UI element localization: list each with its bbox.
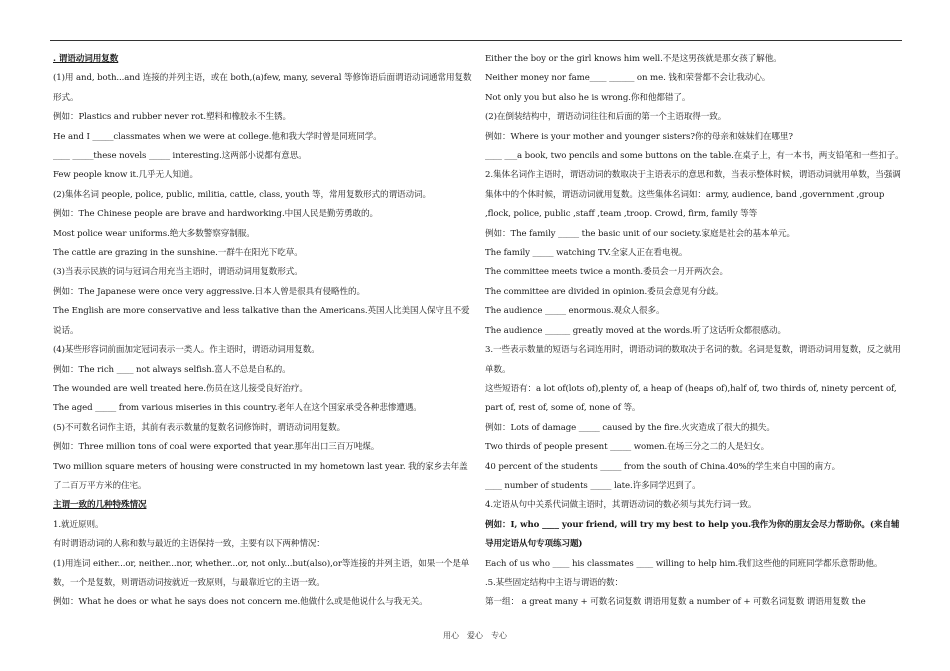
- paragraph: [485, 574, 905, 593]
- paragraph: [53, 166, 473, 185]
- paragraph-text: (5)不可数名词作主语，其前有表示数量的复数名词修饰时，谓语动词用复数。: [53, 422, 346, 433]
- paragraph-text: 有时谓语动词的人称和数与最近的主语保持一致，主要有以下两种情况：: [53, 539, 325, 550]
- paragraph: [485, 263, 905, 282]
- paragraph-text: 3.一些表示数量的短语与名词连用时，谓语动词的数取决于名词的数。名词是复数，谓语动词用复数，反之就用单数。: [485, 345, 901, 375]
- paragraph-text: 例如：The family _____ the basic unit of our society.家庭是社会的基本单元。: [485, 228, 795, 239]
- paragraph-text: (2)在倒装结构中，谓语动词往往和后面的第一个主语取得一致。: [485, 112, 727, 123]
- paragraph: [53, 147, 473, 166]
- paragraph: [485, 128, 905, 147]
- paragraph: [53, 244, 473, 263]
- paragraph: [485, 593, 905, 612]
- paragraph-text: 例如：Three million tons of coal were exported that year.那年出口三百万吨煤。: [53, 442, 380, 453]
- paragraph: [53, 555, 473, 594]
- paragraph-text: . 谓语动词用复数: [53, 54, 119, 64]
- paragraph-text: The audience _____ enormous.观众人很多。: [485, 306, 665, 317]
- paragraph-text: The committee meets twice a month.委员会一月开两次会。: [485, 267, 729, 278]
- paragraph: [485, 225, 905, 244]
- paragraph: [53, 283, 473, 302]
- paragraph: [53, 108, 473, 127]
- paragraph-text: .5.某些固定结构中主语与谓语的数：: [485, 577, 624, 588]
- paragraph-text: 40 percent of the students _____ from the south of China.40%的学生来自中国的南方。: [485, 461, 841, 472]
- paragraph-text: ____ ___a book, two pencils and some buttons on the table.在桌子上，有一本书，两支铅笔和一些扣子。: [485, 151, 904, 162]
- page-footer: 用心 爱心 专心: [443, 631, 507, 640]
- paragraph: [53, 516, 473, 535]
- paragraph-text: The family _____ watching TV.全家人正在看电视。: [485, 248, 688, 259]
- paragraph-text: ____ number of students _____ late.许多同学迟到了。: [485, 480, 701, 491]
- left-column: [53, 50, 473, 613]
- paragraph: [485, 438, 905, 457]
- paragraph: [53, 419, 473, 438]
- paragraph-text: The cattle are grazing in the sunshine.一群牛在阳光下吃草。: [53, 248, 303, 259]
- paragraph-text: Two million square meters of housing were constructed in my hometown last year. 我的家乡去年盖了二百万平方米的住宅。: [53, 461, 468, 491]
- paragraph-text: 主谓一致的几种特殊情况: [53, 500, 147, 511]
- paragraph-text: (3)当表示民族的词与冠词合用充当主语时，谓语动词用复数形式。: [53, 267, 303, 278]
- paragraph-text: Most police wear uniforms.绝大多数警察穿制服。: [53, 228, 255, 239]
- paragraph-text: 这些短语有：a lot of(lots of),plenty of, a heap of (heaps of),half of, two thirds of, ninety percent of, part of, rest of, some of, none of 等。: [485, 383, 897, 414]
- paragraph-text: 例如：I, who ____ your friend, will try my best to help you.我作为你的朋友会尽力帮助你。(来自辅导用定语从句专项练习题): [485, 519, 900, 550]
- paragraph: [53, 380, 473, 399]
- paragraph-text: 4.定语从句中关系代词做主语时，其谓语动词的数必须与其先行词一致。: [485, 500, 757, 511]
- paragraph-text: The committee are divided in opinion.委员会意见有分歧。: [485, 286, 724, 297]
- paragraph: [485, 69, 905, 88]
- header-rule: [50, 40, 902, 41]
- paragraph: [53, 535, 473, 554]
- paragraph-text: (2)集体名词 people, police, public, militia, cattle, class, youth 等，常用复数形式的谓语动词。: [53, 189, 431, 200]
- paragraph: [485, 341, 905, 380]
- paragraph: [485, 244, 905, 263]
- section-heading: [53, 50, 473, 69]
- paragraph: [485, 516, 905, 555]
- paragraph: [53, 341, 473, 360]
- paragraph: [485, 380, 905, 419]
- paragraph-text: Not only you but also he is wrong.你和他都错了。: [485, 92, 691, 103]
- paragraph-text: Two thirds of people present _____ women.在场三分之二的人是妇女。: [485, 442, 770, 453]
- paragraph-text: 例如：Lots of damage _____ caused by the fire.火灾造成了很大的损失。: [485, 422, 775, 433]
- paragraph-text: (1)用 and, both...and 连接的并列主语，或在 both,(a)few, many, several 等修饰语后面谓语动词通常用复数形式。: [53, 73, 472, 103]
- paragraph: [53, 399, 473, 418]
- paragraph-text: 2.集体名词作主语时，谓语动词的数取决于主语表示的意思和数，当表示整体时候，谓语动词就用单数，当强调集体中的个体时候，谓语动词就用复数。这些集体名词如：army, audience, band ,government ,group ,flock, police, public ,staff ,team ,troop. Crowd, firm, family 等等: [485, 170, 901, 220]
- paragraph: [485, 166, 905, 224]
- paragraph: [485, 283, 905, 302]
- right-column: [485, 50, 905, 613]
- paragraph: [53, 225, 473, 244]
- paragraph-text: Neither money nor fame____ ______ on me. 钱和荣誉都不会让我动心。: [485, 73, 771, 84]
- paragraph-text: Each of us who ____ his classmates ____ willing to help him.我们这些他的同班同学都乐意帮助他。: [485, 558, 883, 569]
- paragraph: [485, 555, 905, 574]
- paragraph: [53, 438, 473, 457]
- paragraph-text: The audience ______ greatly moved at the words.听了这话听众都很感动。: [485, 325, 786, 336]
- paragraph-text: Either the boy or the girl knows him well.不是这男孩就是那女孩了解他。: [485, 54, 782, 64]
- paragraph: [485, 477, 905, 496]
- paragraph-text: 例如：Plastics and rubber never rot.塑料和橡胶永不生锈。: [53, 112, 291, 123]
- paragraph: [485, 302, 905, 321]
- paragraph: [53, 458, 473, 497]
- paragraph-text: The English are more conservative and less talkative than the Americans.英国人比美国人保守且不爱说话。: [53, 306, 470, 336]
- paragraph: [485, 322, 905, 341]
- paragraph: [53, 302, 473, 341]
- paragraph-text: 第一组： a great many + 可数名词复数 谓语用复数 a number of + 可数名词复数 谓语用复数 the: [485, 597, 866, 608]
- paragraph: [53, 361, 473, 380]
- paragraph: [53, 593, 473, 612]
- paragraph: [485, 147, 905, 166]
- paragraph-text: (1)用连词 either...or, neither...nor, whether...or, not only...but(also),or等连接的并列主语，如果一个是单数，一个是复数，则谓语动词按就近一致原则，与最靠近它的主语一致。: [53, 558, 470, 588]
- paragraph-text: 例如：The Chinese people are brave and hardworking.中国人民是勤劳勇敢的。: [53, 209, 379, 220]
- paragraph: [53, 205, 473, 224]
- paragraph-text: 例如：The Japanese were once very aggressive.日本人曾是很具有侵略性的。: [53, 286, 366, 297]
- paragraph: [53, 69, 473, 108]
- paragraph: [485, 419, 905, 438]
- paragraph-text: 例如：Where is your mother and younger sisters?你的母亲和妹妹们在哪里?: [485, 131, 793, 142]
- paragraph-text: 1.就近原则。: [53, 519, 104, 530]
- section-heading: [53, 496, 473, 515]
- paragraph-text: The wounded are well treated here.伤员在这儿接受良好治疗。: [53, 383, 308, 394]
- paragraph-text: (4)某些形容词前面加定冠词表示一类人。作主语时，谓语动词用复数。: [53, 345, 320, 356]
- paragraph: [53, 186, 473, 205]
- paragraph-text: The aged _____ from various miseries in this country.老年人在这个国家承受各种悲惨遭遇。: [53, 403, 422, 414]
- paragraph: [53, 263, 473, 282]
- paragraph-text: ____ _____these novels _____ interesting.这两部小说都有意思。: [53, 151, 307, 162]
- paragraph: [53, 128, 473, 147]
- paragraph: [485, 50, 905, 69]
- paragraph: [485, 496, 905, 515]
- paragraph-text: 例如：The rich ____ not always selfish.富人不总是自私的。: [53, 364, 291, 375]
- paragraph-text: He and I _____classmates when we were at college.他和我大学时曾是同班同学。: [53, 131, 382, 142]
- paragraph: [485, 89, 905, 108]
- paragraph: [485, 458, 905, 477]
- paragraph-text: Few people know it.几乎无人知道。: [53, 170, 198, 181]
- paragraph-text: 例如：What he does or what he says does not concern me.他做什么或是他说什么与我无关。: [53, 597, 428, 608]
- paragraph: [485, 108, 905, 127]
